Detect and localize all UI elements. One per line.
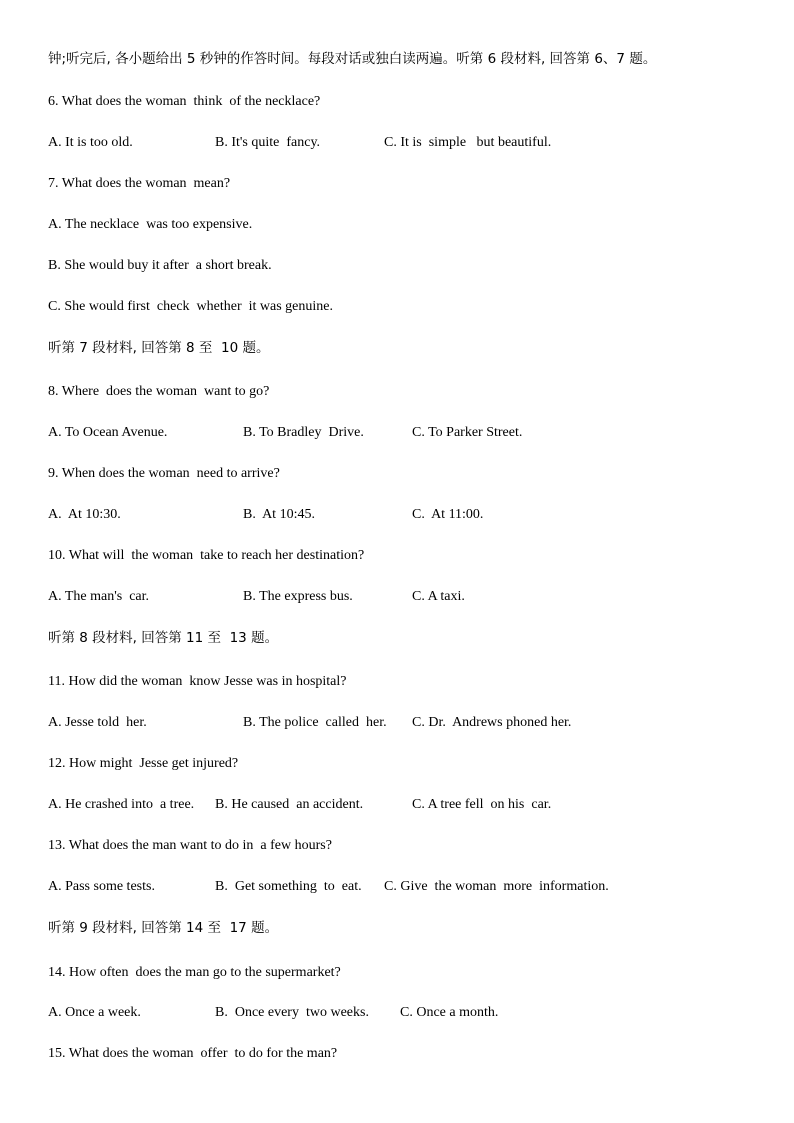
question-11: 11. How did the woman know Jesse was in hospital? <box>48 674 347 689</box>
question-8: 8. Where does the woman want to go? <box>48 384 270 399</box>
question-14: 14. How often does the man go to the supermarket? <box>48 965 341 980</box>
q7-option-b: B. She would buy it after a short break. <box>48 258 272 273</box>
question-10: 10. What will the woman take to reach her destination? <box>48 548 365 563</box>
q14-option-a: A. Once a week. <box>48 1005 141 1020</box>
q8-option-c: C. To Parker Street. <box>412 425 523 440</box>
q11-option-b: B. The police called her. <box>243 715 387 730</box>
q13-option-b: B. Get something to eat. <box>215 879 362 894</box>
q14-option-b: B. Once every two weeks. <box>215 1005 369 1020</box>
q10-option-a: A. The man's car. <box>48 589 150 604</box>
q11-option-a: A. Jesse told her. <box>48 715 147 730</box>
question-13: 13. What does the man want to do in a few hours? <box>48 838 332 853</box>
q6-option-a: A. It is too old. <box>48 135 133 150</box>
section-7-heading: 听第 7 段材料, 回答第 8 至 10 题。 <box>48 340 270 356</box>
q8-option-b: B. To Bradley Drive. <box>243 425 364 440</box>
q14-option-c: C. Once a month. <box>400 1005 499 1020</box>
question-12: 12. How might Jesse get injured? <box>48 756 239 771</box>
q12-option-a: A. He crashed into a tree. <box>48 797 195 812</box>
q10-option-b: B. The express bus. <box>243 589 353 604</box>
question-9: 9. When does the woman need to arrive? <box>48 466 280 481</box>
q7-option-c: C. She would first check whether it was genuine. <box>48 299 333 314</box>
section-9-heading: 听第 9 段材料, 回答第 14 至 17 题。 <box>48 920 279 936</box>
q9-option-c: C. At 11:00. <box>412 507 484 522</box>
section-8-heading: 听第 8 段材料, 回答第 11 至 13 题。 <box>48 630 279 646</box>
q12-option-c: C. A tree fell on his car. <box>412 797 552 812</box>
q6-option-c: C. It is simple but beautiful. <box>384 135 552 150</box>
q11-option-c: C. Dr. Andrews phoned her. <box>412 715 572 730</box>
q9-option-a: A. At 10:30. <box>48 507 121 522</box>
q13-option-c: C. Give the woman more information. <box>384 879 609 894</box>
q7-option-a: A. The necklace was too expensive. <box>48 217 253 232</box>
q12-option-b: B. He caused an accident. <box>215 797 364 812</box>
question-6: 6. What does the woman think of the necklace? <box>48 94 321 109</box>
intro-line: 钟;听完后, 各小题给出 5 秒钟的作答时间。每段对话或独白读两遍。听第 6 段材料, 回答第 6、7 题。 <box>48 51 657 67</box>
q9-option-b: B. At 10:45. <box>243 507 315 522</box>
q10-option-c: C. A taxi. <box>412 589 465 604</box>
question-15: 15. What does the woman offer to do for the man? <box>48 1046 338 1061</box>
q8-option-a: A. To Ocean Avenue. <box>48 425 168 440</box>
question-7: 7. What does the woman mean? <box>48 176 231 191</box>
q13-option-a: A. Pass some tests. <box>48 879 155 894</box>
q6-option-b: B. It's quite fancy. <box>215 135 321 150</box>
